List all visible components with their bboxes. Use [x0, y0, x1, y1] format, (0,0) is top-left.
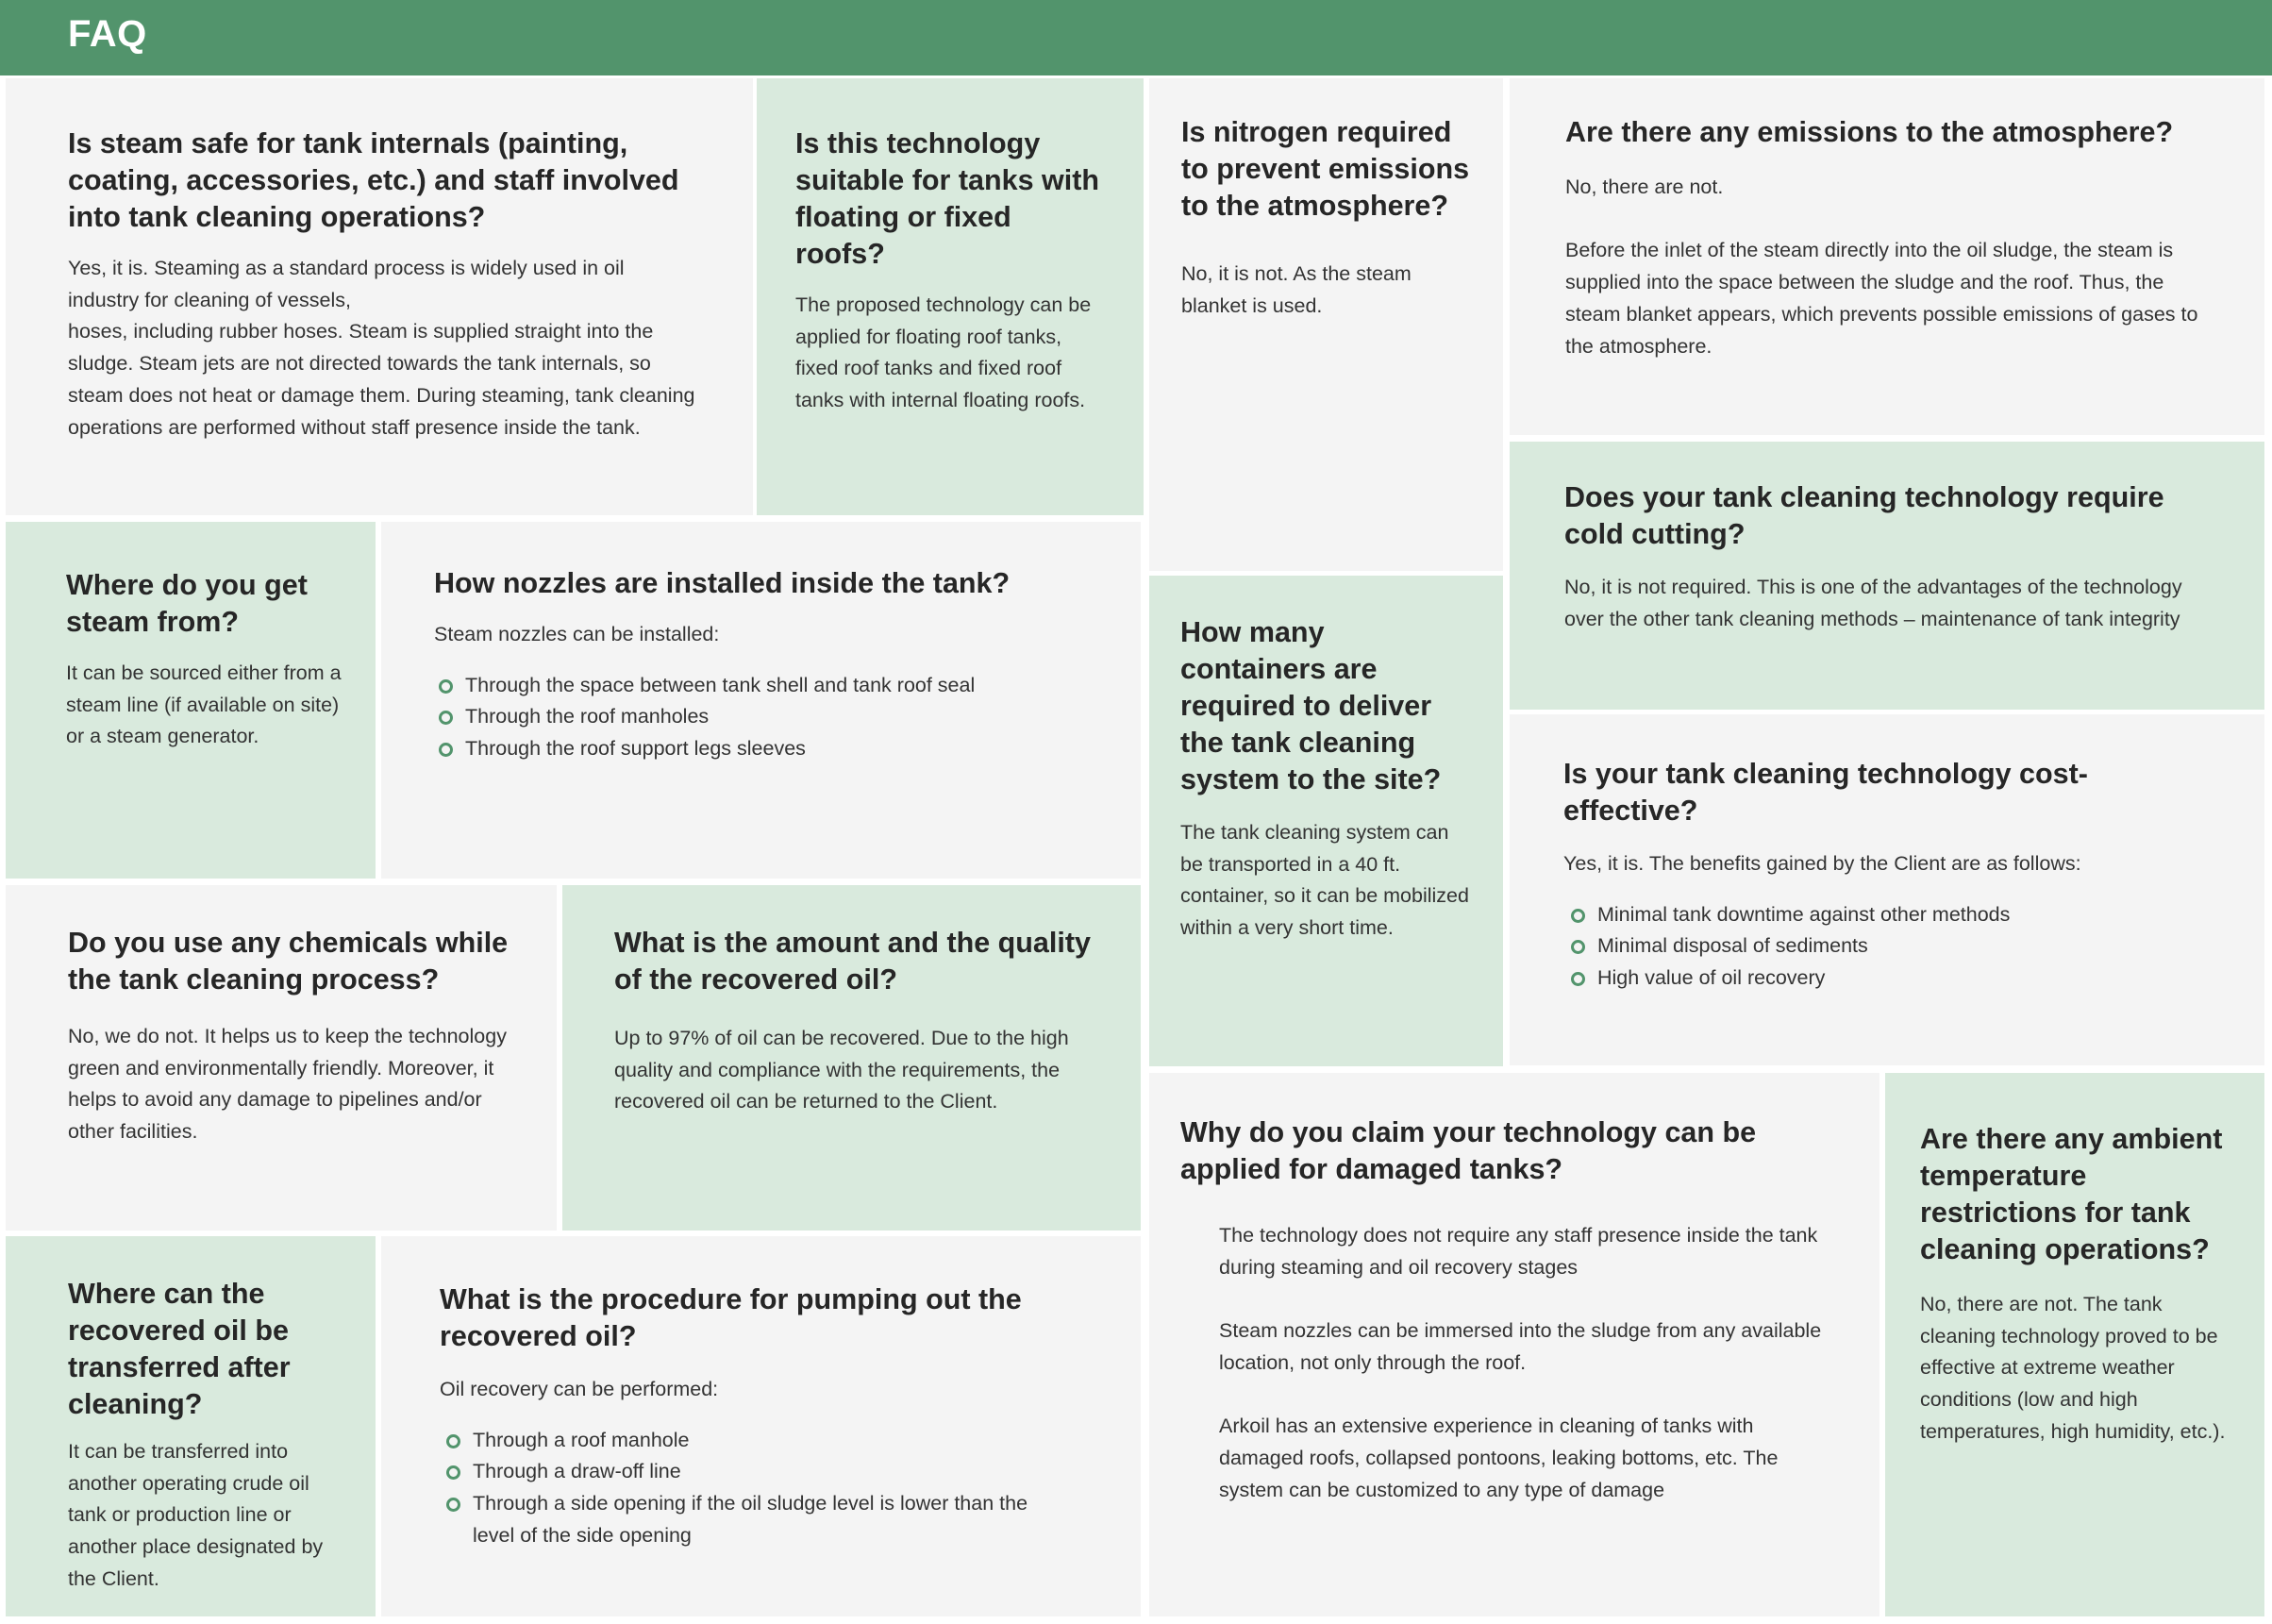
faq-card-nozzles	[381, 522, 1141, 879]
faq-answer: It can be transferred into another operating crude oil tank or production line or another place designated by the Client.	[68, 1440, 324, 1590]
list-item: Through a roof manhole	[446, 1425, 1050, 1457]
faq-question: How nozzles are installed inside the tank?	[434, 567, 1011, 599]
faq-question: Is steam safe for tank internals (painting, coating, accessories, etc.) and staff involved into tank cleaning operations?	[68, 127, 679, 233]
page-title: FAQ	[68, 13, 147, 55]
faq-question: Is this technology suitable for tanks with floating or fixed roofs?	[795, 127, 1099, 270]
faq-question: Does your tank cleaning technology require cold cutting?	[1564, 481, 2164, 550]
faq-card-cost	[1510, 714, 2264, 1065]
faq-answer: No, there are not. The tank cleaning technology proved to be effective at extreme weather conditions (low and high temperatures, high humidity, etc.).	[1920, 1293, 2226, 1443]
faq-card-emissions	[1510, 78, 2264, 435]
faq-card-chemicals	[6, 885, 557, 1231]
faq-answer: Up to 97% of oil can be recovered. Due to the high quality and compliance with the requirements, the recovered oil can be returned to the Client.	[614, 1027, 1069, 1113]
faq-card-steam-source	[6, 522, 376, 879]
faq-question: Is nitrogen required to prevent emissions to the atmosphere?	[1181, 116, 1470, 222]
faq-card-pumping	[381, 1236, 1141, 1616]
faq-question: Where can the recovered oil be transferred after cleaning?	[68, 1278, 291, 1420]
list-item: Through the roof support legs sleeves	[439, 733, 1103, 765]
faq-question: What is the procedure for pumping out the recovered oil?	[440, 1283, 1022, 1352]
faq-question: How many containers are required to deliver the tank cleaning system to the site?	[1180, 616, 1442, 795]
faq-answer: No, it is not required. This is one of the advantages of the technology over the other tank cleaning methods – maintenance of tank integrity	[1564, 576, 2182, 630]
faq-question: Why do you claim your technology can be applied for damaged tanks?	[1180, 1116, 1757, 1185]
faq-card-steam-safe	[6, 78, 753, 515]
faq-question: Is your tank cleaning technology cost-effective?	[1563, 758, 2088, 827]
faq-card-containers	[1149, 576, 1503, 1066]
faq-card-recovered-amount	[562, 885, 1141, 1231]
faq-card-roofs	[757, 78, 1144, 515]
list-item: Minimal disposal of sediments	[1571, 930, 2217, 963]
faq-answer: The proposed technology can be applied for floating roof tanks, fixed roof tanks and fixed roof tanks with internal floating roofs.	[795, 293, 1092, 412]
faq-answer: No, we do not. It helps us to keep the technology green and environmentally friendly. Moreover, it helps to avoid any damage to pipelines and/or other facilities.	[68, 1025, 507, 1144]
faq-list	[1571, 899, 2217, 995]
faq-question: Are there any emissions to the atmosphere?	[1565, 116, 2174, 148]
faq-answer: The tank cleaning system can be transported in a 40 ft. container, so it can be mobilized within a very short time.	[1180, 821, 1469, 940]
faq-answer: It can be sourced either from a steam line (if available on site) or a steam generator.	[66, 661, 342, 748]
faq-list	[446, 1425, 1050, 1552]
faq-answer: The technology does not require any staff presence inside the tank during steaming and oil recovery stages Steam nozzles can be immersed into the sludge from any available location, not only through the roof. Arkoil has an extensive experience in cleaning of tanks with damaged roofs, collapsed pontoons, leaking bottoms, etc. The system can be customized to any type of damage	[1219, 1224, 1822, 1501]
faq-question: Where do you get steam from?	[66, 569, 308, 638]
header-bar	[0, 0, 2272, 75]
faq-question: Do you use any chemicals while the tank cleaning process?	[68, 927, 509, 996]
faq-intro: Yes, it is. The benefits gained by the Client are as follows:	[1563, 852, 2081, 875]
faq-card-transfer	[6, 1236, 376, 1616]
faq-answer: No, it is not. As the steam blanket is used.	[1181, 262, 1412, 317]
faq-intro: Oil recovery can be performed:	[440, 1378, 719, 1400]
faq-answer: No, there are not. Before the inlet of the steam directly into the oil sludge, the steam is supplied into the space between the sludge and the roof. Thus, the steam blanket appears, which prevents possible emissions of gases to the atmosphere.	[1565, 176, 2198, 358]
list-item: Through a draw-off line	[446, 1456, 1050, 1488]
faq-list	[439, 670, 1103, 765]
list-item: Minimal tank downtime against other methods	[1571, 899, 2217, 931]
faq-card-nitrogen	[1149, 78, 1503, 571]
list-item: Through the space between tank shell and tank roof seal	[439, 670, 1103, 702]
list-item: High value of oil recovery	[1571, 963, 2217, 995]
faq-card-ambient	[1885, 1073, 2264, 1616]
list-item: Through a side opening if the oil sludge level is lower than the level of the side opening	[446, 1488, 1050, 1551]
faq-question: Are there any ambient temperature restrictions for tank cleaning operations?	[1920, 1123, 2223, 1265]
faq-card-cold-cutting	[1510, 442, 2264, 710]
list-item: Through the roof manholes	[439, 701, 1103, 733]
faq-answer: Yes, it is. Steaming as a standard process is widely used in oil industry for cleaning of vessels, hoses, including rubber hoses. Steam is supplied straight into the sludge. Steam jets are not directed towards the tank internals, so steam does not heat or damage them. During steaming, tank cleaning operations are performed without staff presence inside the tank.	[68, 257, 695, 439]
faq-question: What is the amount and the quality of the recovered oil?	[614, 927, 1091, 996]
faq-intro: Steam nozzles can be installed:	[434, 623, 720, 645]
faq-card-damaged-tanks	[1149, 1073, 1879, 1616]
